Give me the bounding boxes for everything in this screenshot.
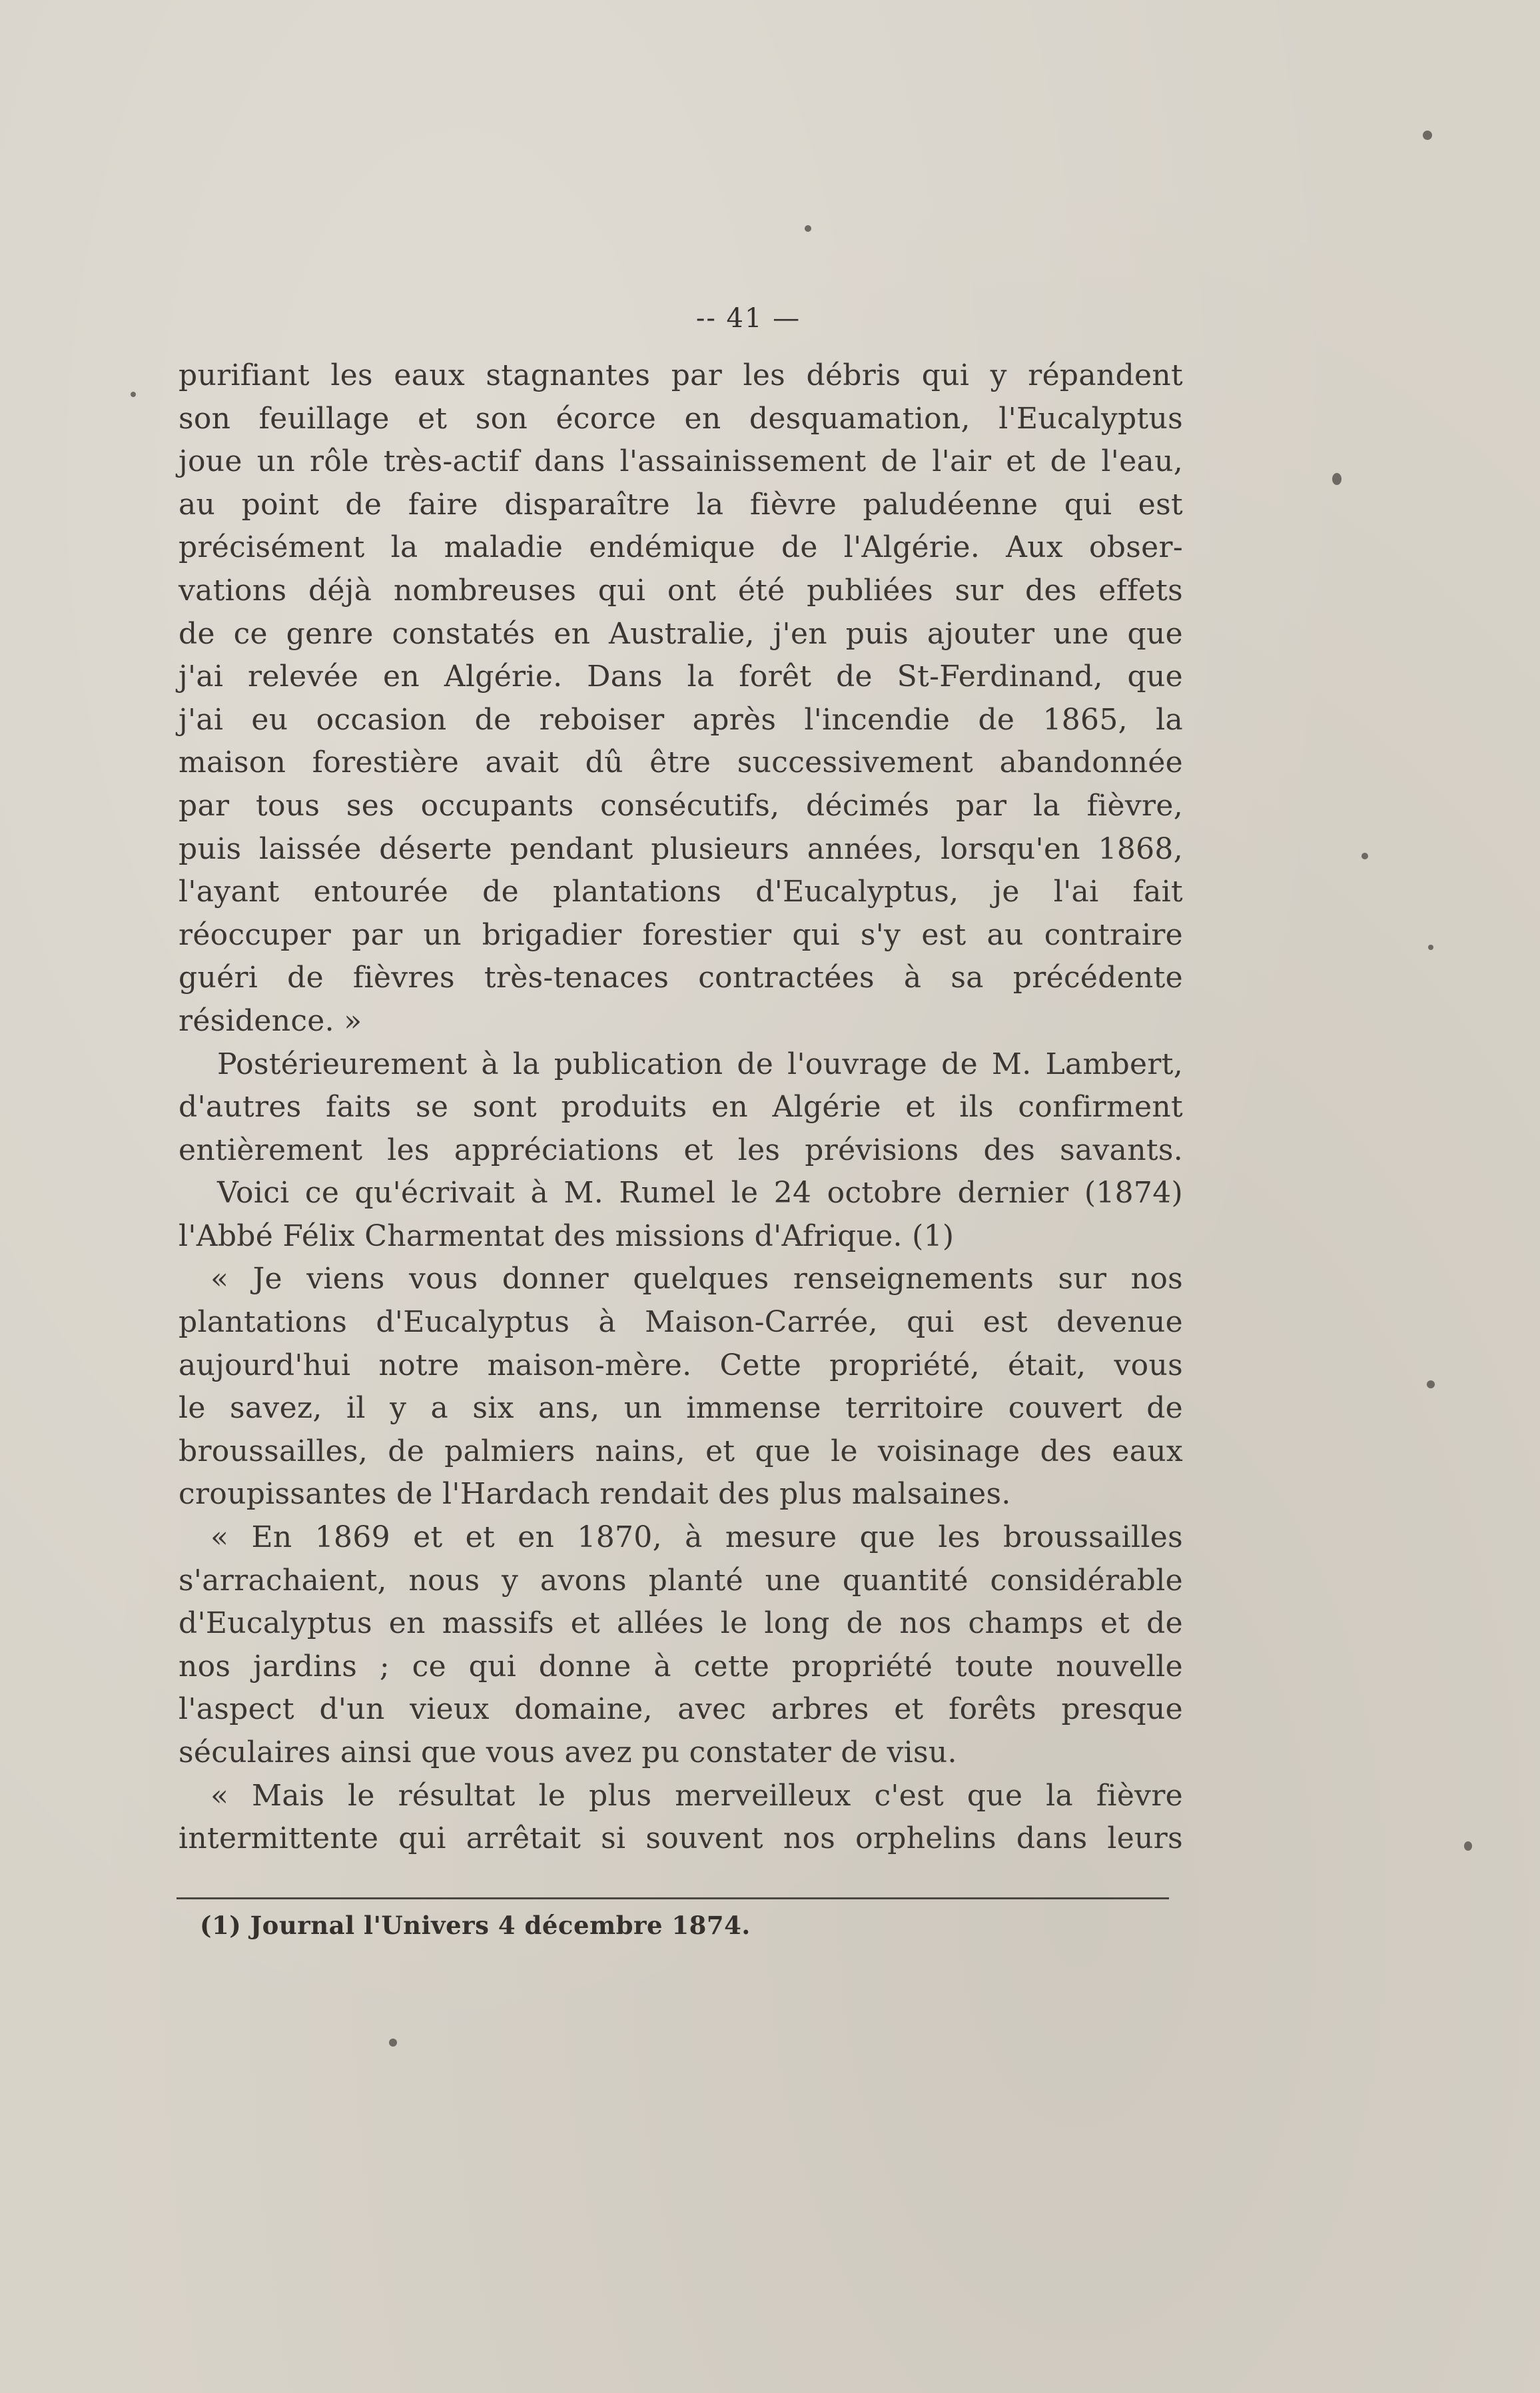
text-line: broussailles, de palmiers nains, et que le voisinage des eaux (179, 1434, 1183, 1468)
paper-speck (1332, 473, 1342, 485)
text-line: j'ai eu occasion de reboiser après l'incendie de 1865, la (179, 702, 1183, 737)
text-line: intermittente qui arrêtait si souvent nos orphelins dans leurs (179, 1821, 1183, 1856)
text-line: par tous ses occupants consécutifs, décimés par la fièvre, (179, 788, 1183, 823)
text-line: au point de faire disparaître la fièvre paludéenne qui est (179, 487, 1183, 522)
paper-speck (1361, 853, 1368, 859)
text-line: purifiant les eaux stagnantes par les débris qui y répandent (179, 358, 1183, 392)
text-line: s'arrachaient, nous y avons planté une quantité considérable (179, 1563, 1183, 1598)
text-line: « Mais le résultat le plus merveilleux c'est que la fièvre (210, 1778, 1183, 1813)
text-line: nos jardins ; ce qui donne à cette propriété toute nouvelle (179, 1649, 1183, 1683)
paper-speck (389, 2039, 397, 2047)
body-text (179, 354, 1183, 1861)
footnote-rule (177, 1897, 1169, 1899)
text-line: d'Eucalyptus en massifs et allées le long de nos champs et de (179, 1606, 1183, 1641)
text-line: « En 1869 et et en 1870, à mesure que les broussailles (210, 1520, 1183, 1555)
text-line: j'ai relevée en Algérie. Dans la forêt de St-Ferdinand, que (179, 660, 1183, 694)
text-line: puis laissée déserte pendant plusieurs années, lorsqu'en 1868, (179, 831, 1183, 866)
text-line: guéri de fièvres très-tenaces contractées à sa précédente (179, 961, 1183, 995)
text-line: l'Abbé Félix Charmentat des missions d'Afrique. (1) (179, 1218, 955, 1253)
text-line: Voici ce qu'écrivait à M. Rumel le 24 octobre dernier (1874) (217, 1176, 1183, 1210)
footnote: (1) Journal l'Univers 4 décembre 1874. (200, 1911, 751, 1940)
text-line: le savez, il y a six ans, un immense territoire couvert de (179, 1391, 1183, 1426)
text-line: vations déjà nombreuses qui ont été publiées sur des effets (179, 573, 1183, 608)
text-line: entièrement les appréciations et les prévisions des savants. (179, 1133, 1183, 1167)
paper-speck (131, 392, 136, 397)
text-line: d'autres faits se sont produits en Algérie et ils confirment (179, 1090, 1183, 1125)
text-line: l'aspect d'un vieux domaine, avec arbres et forêts presque (179, 1692, 1183, 1727)
paper-speck (1464, 1841, 1472, 1851)
text-line: précisément la maladie endémique de l'Algérie. Aux obser- (179, 530, 1183, 565)
text-line: réoccuper par un brigadier forestier qui s'y est au contraire (179, 917, 1183, 952)
text-line: l'ayant entourée de plantations d'Eucalyptus, je l'ai fait (179, 875, 1183, 909)
text-line: plantations d'Eucalyptus à Maison-Carrée, qui est devenue (179, 1305, 1183, 1340)
text-line: joue un rôle très-actif dans l'assainissement de l'air et de l'eau, (179, 444, 1183, 479)
paper-speck (1423, 131, 1432, 140)
text-line: séculaires ainsi que vous avez pu constater de visu. (179, 1735, 957, 1769)
paper-speck (805, 225, 811, 232)
text-line: aujourd'hui notre maison-mère. Cette propriété, était, vous (179, 1348, 1183, 1382)
paper-speck (1427, 1380, 1435, 1388)
text-line: maison forestière avait dû être successivement abandonnée (179, 745, 1183, 780)
text-line: son feuillage et son écorce en desquamation, l'Eucalyptus (179, 401, 1183, 436)
page-number (0, 303, 1540, 334)
text-line: Postérieurement à la publication de l'ouvrage de M. Lambert, (217, 1047, 1183, 1081)
text-line: résidence. » (179, 1003, 362, 1038)
paper-speck (1428, 945, 1433, 950)
page-number-text: -- 41 — (695, 303, 801, 334)
text-line: de ce genre constatés en Australie, j'en puis ajouter une que (179, 616, 1183, 651)
text-line: croupissantes de l'Hardach rendait des plus malsaines. (179, 1477, 1011, 1512)
text-line: « Je viens vous donner quelques renseignements sur nos (210, 1262, 1183, 1296)
